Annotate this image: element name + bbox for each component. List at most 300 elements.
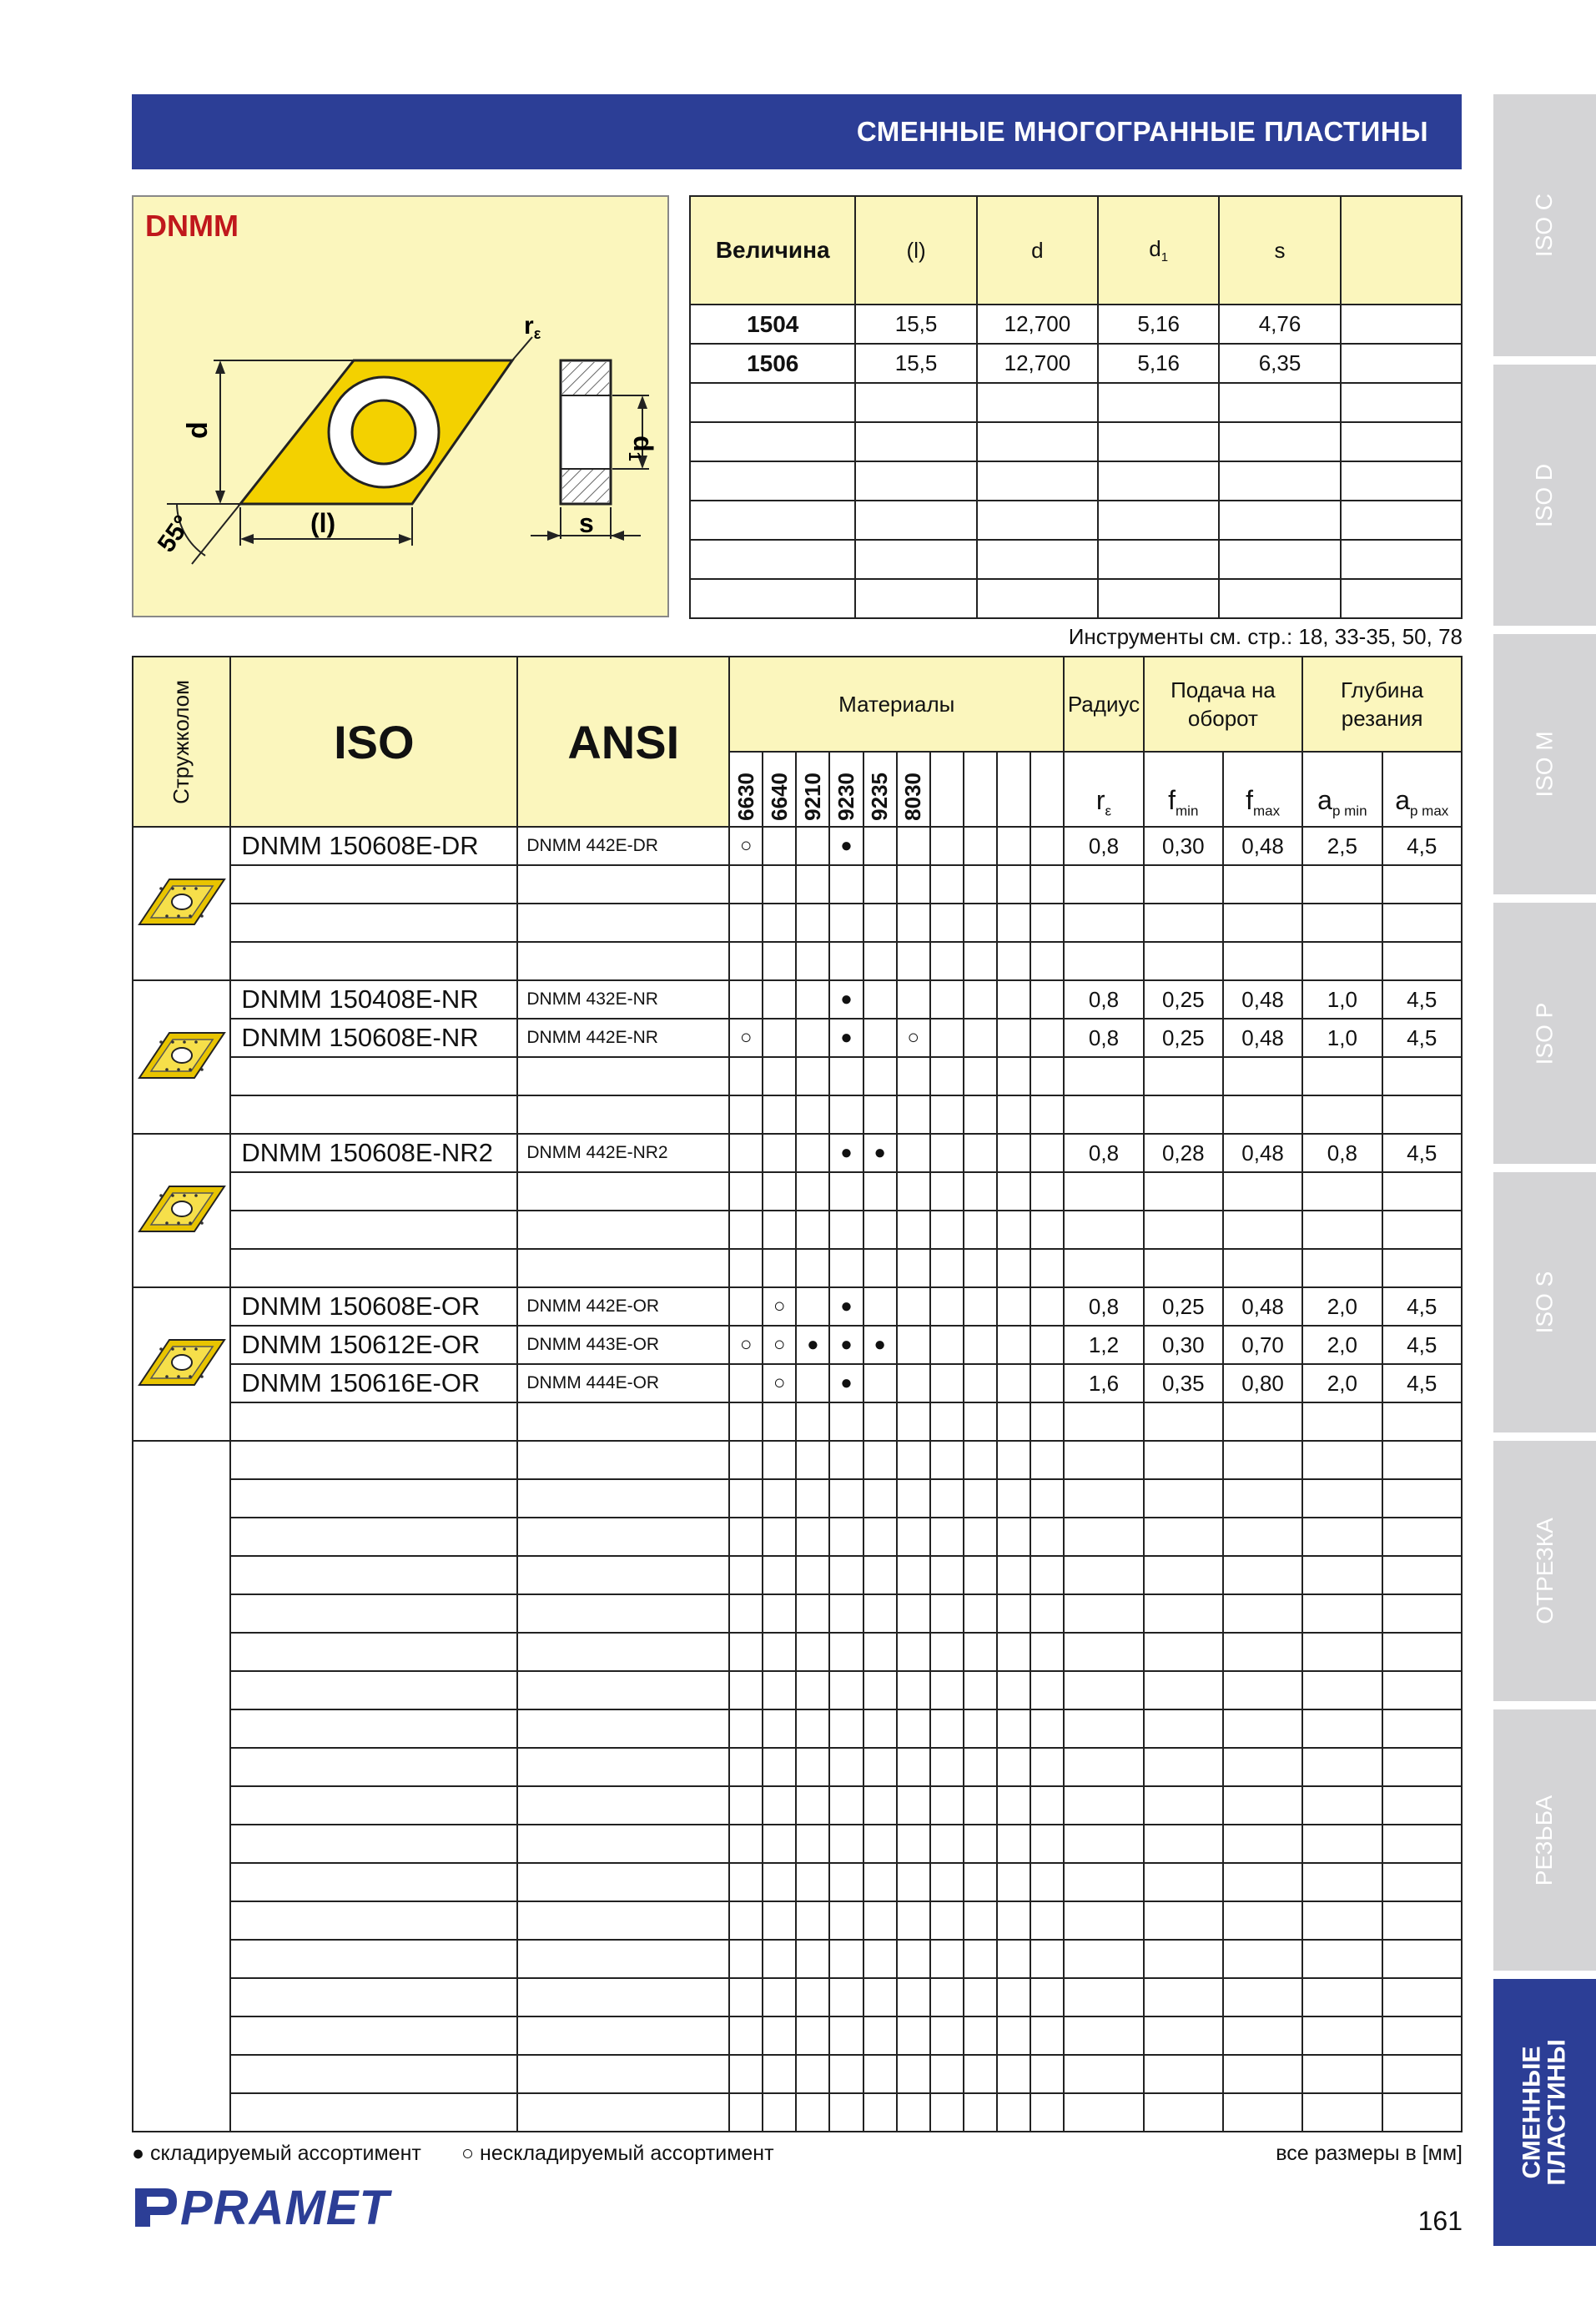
- availability-mark: [763, 1019, 796, 1057]
- availability-mark: ●: [829, 827, 863, 865]
- iso-code: [230, 1556, 517, 1594]
- value-fmax: 0,48: [1223, 1287, 1302, 1326]
- availability-mark: [729, 1978, 763, 2016]
- availability-mark: [729, 865, 763, 904]
- value-apmax: [1382, 1671, 1463, 1709]
- availability-mark: [829, 1556, 863, 1594]
- availability-mark: [897, 1518, 930, 1556]
- table-row: [133, 1940, 1462, 1978]
- value-fmin: [1144, 1633, 1223, 1671]
- availability-mark: [997, 1556, 1030, 1594]
- availability-mark: [1030, 1748, 1064, 1786]
- size-cell: [690, 461, 855, 501]
- legend-stock: ● складируемый ассортимент: [132, 2142, 421, 2165]
- availability-mark: [997, 1518, 1030, 1556]
- availability-mark: [930, 1057, 964, 1095]
- iso-code: [230, 2016, 517, 2055]
- availability-mark: [729, 1786, 763, 1825]
- availability-mark: [964, 1594, 997, 1633]
- table-row: [133, 1863, 1462, 1901]
- availability-mark: [763, 904, 796, 942]
- ansi-code: [517, 865, 729, 904]
- availability-mark: [829, 942, 863, 980]
- availability-mark: [897, 1364, 930, 1402]
- page-number: 161: [1417, 2206, 1463, 2236]
- value-fmin: [1144, 1901, 1223, 1940]
- value-re: [1064, 1940, 1143, 1978]
- availability-mark: [796, 1786, 829, 1825]
- availability-mark: [964, 980, 997, 1019]
- availability-mark: [897, 904, 930, 942]
- value-apmax: [1382, 1057, 1463, 1095]
- dim-d1-label: d1: [625, 436, 658, 461]
- size-row: [690, 501, 1462, 540]
- side-tab-label: ISO M: [1531, 731, 1558, 798]
- value-apmin: [1302, 1825, 1382, 1863]
- value-apmin: 2,0: [1302, 1326, 1382, 1364]
- availability-mark: ●: [796, 1326, 829, 1364]
- iso-code: DNMM 150608E-NR: [230, 1019, 517, 1057]
- availability-mark: [1030, 1556, 1064, 1594]
- value-apmin: [1302, 1633, 1382, 1671]
- grade-header-0: 6630: [729, 752, 763, 827]
- side-tab-label: ISO P: [1531, 1002, 1558, 1065]
- size-cell: [1219, 501, 1340, 540]
- side-tab-6[interactable]: [1493, 1709, 1596, 1971]
- availability-mark: [997, 942, 1030, 980]
- availability-mark: [729, 1825, 763, 1863]
- value-re: 0,8: [1064, 827, 1143, 865]
- availability-mark: [897, 980, 930, 1019]
- value-apmax: [1382, 2093, 1463, 2132]
- availability-mark: [729, 1057, 763, 1095]
- chipbreaker-cell: [133, 1134, 230, 1287]
- value-fmin: [1144, 904, 1223, 942]
- availability-mark: [1030, 1211, 1064, 1249]
- iso-code: [230, 1748, 517, 1786]
- availability-mark: [1030, 1441, 1064, 1479]
- availability-mark: [729, 980, 763, 1019]
- availability-mark: [1030, 942, 1064, 980]
- value-fmax: [1223, 1402, 1302, 1441]
- ansi-code: [517, 1594, 729, 1633]
- availability-mark: [1030, 1326, 1064, 1364]
- header-radius: Радиус: [1064, 657, 1143, 752]
- grade-header-4: 9235: [863, 752, 897, 827]
- size-cell: [1098, 540, 1219, 579]
- availability-mark: [897, 1287, 930, 1326]
- availability-mark: [1030, 1249, 1064, 1287]
- value-apmax: [1382, 1786, 1463, 1825]
- size-cell: 1506: [690, 344, 855, 383]
- availability-mark: [930, 904, 964, 942]
- value-fmax: 0,48: [1223, 1134, 1302, 1172]
- ansi-code: [517, 1633, 729, 1671]
- value-re: [1064, 1748, 1143, 1786]
- availability-mark: [964, 1134, 997, 1172]
- header-ansi: ANSI: [517, 657, 729, 827]
- pramet-logo: [132, 2180, 390, 2235]
- availability-mark: [863, 1671, 897, 1709]
- or-insert-icon: [136, 1333, 228, 1392]
- iso-code: [230, 904, 517, 942]
- nr-insert-icon: [136, 1026, 228, 1085]
- availability-mark: [964, 1709, 997, 1748]
- availability-mark: [829, 2093, 863, 2132]
- availability-mark: [997, 1211, 1030, 1249]
- availability-mark: [863, 1172, 897, 1211]
- value-apmin: [1302, 1441, 1382, 1479]
- availability-mark: [763, 980, 796, 1019]
- value-re: [1064, 1479, 1143, 1518]
- value-re: [1064, 1556, 1143, 1594]
- availability-mark: [930, 1786, 964, 1825]
- ansi-code: [517, 1057, 729, 1095]
- side-tab-2[interactable]: [1493, 634, 1596, 894]
- availability-mark: [997, 1326, 1030, 1364]
- iso-code: [230, 2055, 517, 2093]
- availability-mark: [796, 1134, 829, 1172]
- availability-mark: [863, 1633, 897, 1671]
- value-apmin: [1302, 1095, 1382, 1134]
- availability-mark: [997, 1786, 1030, 1825]
- size-cell: [1219, 540, 1340, 579]
- availability-mark: [930, 1095, 964, 1134]
- availability-mark: [964, 1095, 997, 1134]
- value-apmax: [1382, 1825, 1463, 1863]
- size-cell: [1098, 501, 1219, 540]
- value-re: [1064, 2055, 1143, 2093]
- value-fmax: [1223, 1211, 1302, 1249]
- availability-mark: [964, 1019, 997, 1057]
- availability-mark: [763, 1402, 796, 1441]
- iso-code: DNMM 150608E-NR2: [230, 1134, 517, 1172]
- size-cell: [690, 422, 855, 461]
- iso-code: [230, 1518, 517, 1556]
- table-row: [133, 827, 1462, 865]
- availability-mark: [997, 827, 1030, 865]
- availability-mark: [763, 942, 796, 980]
- availability-mark: [997, 1057, 1030, 1095]
- value-apmax: [1382, 1211, 1463, 1249]
- availability-mark: [964, 2093, 997, 2132]
- value-apmax: [1382, 1863, 1463, 1901]
- availability-mark: [729, 1095, 763, 1134]
- value-apmin: [1302, 942, 1382, 980]
- iso-code: [230, 1211, 517, 1249]
- size-cell: [1341, 422, 1462, 461]
- availability-mark: [829, 1518, 863, 1556]
- availability-mark: [997, 2093, 1030, 2132]
- availability-mark: [729, 1940, 763, 1978]
- availability-mark: [863, 1518, 897, 1556]
- size-row: [690, 305, 1462, 344]
- availability-mark: [930, 1556, 964, 1594]
- availability-mark: [829, 1211, 863, 1249]
- availability-mark: [964, 827, 997, 865]
- availability-mark: [897, 1863, 930, 1901]
- availability-mark: [829, 2055, 863, 2093]
- value-fmin: [1144, 1825, 1223, 1863]
- availability-mark: [997, 904, 1030, 942]
- availability-mark: [863, 2016, 897, 2055]
- availability-mark: [829, 1940, 863, 1978]
- value-re: [1064, 1172, 1143, 1211]
- ansi-code: [517, 2093, 729, 2132]
- availability-mark: [763, 1978, 796, 2016]
- value-fmax: [1223, 1249, 1302, 1287]
- table-row: [133, 2093, 1462, 2132]
- table-row: [133, 942, 1462, 980]
- size-cell: [1219, 461, 1340, 501]
- size-cell: [690, 383, 855, 422]
- availability-mark: [863, 2093, 897, 2132]
- availability-mark: [897, 1211, 930, 1249]
- value-fmin: [1144, 2093, 1223, 2132]
- availability-mark: [964, 1863, 997, 1901]
- value-re: [1064, 1786, 1143, 1825]
- value-fmax: 0,48: [1223, 980, 1302, 1019]
- availability-mark: [763, 2093, 796, 2132]
- availability-mark: [1030, 1402, 1064, 1441]
- availability-mark: [897, 1402, 930, 1441]
- iso-code: [230, 1594, 517, 1633]
- availability-mark: [796, 1671, 829, 1709]
- value-fmin: 0,25: [1144, 1019, 1223, 1057]
- size-cell: [1341, 579, 1462, 618]
- iso-code: [230, 1978, 517, 2016]
- header-depth: Глубина резания: [1302, 657, 1462, 752]
- value-fmax: [1223, 1748, 1302, 1786]
- availability-mark: [1030, 1518, 1064, 1556]
- availability-mark: [796, 2055, 829, 2093]
- availability-mark: [997, 1287, 1030, 1326]
- side-tab-4[interactable]: [1493, 1172, 1596, 1432]
- value-fmax: [1223, 1671, 1302, 1709]
- size-cell: 5,16: [1098, 344, 1219, 383]
- availability-mark: [863, 1978, 897, 2016]
- table-row: [133, 1594, 1462, 1633]
- size-cell: [977, 540, 1098, 579]
- ansi-code: [517, 1402, 729, 1441]
- availability-mark: [897, 1594, 930, 1633]
- availability-mark: [796, 1901, 829, 1940]
- availability-mark: [863, 1479, 897, 1518]
- availability-mark: [1030, 1364, 1064, 1402]
- availability-mark: [1030, 1940, 1064, 1978]
- availability-mark: [997, 1940, 1030, 1978]
- availability-mark: [796, 1709, 829, 1748]
- nr2-insert-icon: [136, 1180, 228, 1238]
- availability-mark: [729, 1249, 763, 1287]
- page-title: СМЕННЫЕ МНОГОГРАННЫЕ ПЛАСТИНЫ: [856, 116, 1428, 147]
- availability-mark: [729, 1556, 763, 1594]
- availability-mark: [729, 2016, 763, 2055]
- side-tab-1[interactable]: [1493, 365, 1596, 626]
- availability-mark: ●: [829, 1019, 863, 1057]
- value-re: [1064, 1441, 1143, 1479]
- availability-mark: [997, 2016, 1030, 2055]
- size-cell: [1098, 422, 1219, 461]
- ansi-code: [517, 1863, 729, 1901]
- availability-mark: [863, 1441, 897, 1479]
- ansi-code: [517, 1901, 729, 1940]
- availability-mark: [1030, 1901, 1064, 1940]
- size-cell: [855, 383, 976, 422]
- value-fmin: [1144, 1671, 1223, 1709]
- availability-mark: [796, 2093, 829, 2132]
- size-cell: [690, 579, 855, 618]
- value-fmin: [1144, 1211, 1223, 1249]
- value-fmax: 0,70: [1223, 1326, 1302, 1364]
- availability-mark: [763, 1594, 796, 1633]
- value-fmin: [1144, 2016, 1223, 2055]
- availability-mark: [796, 1211, 829, 1249]
- availability-mark: [763, 2055, 796, 2093]
- availability-mark: [863, 1095, 897, 1134]
- availability-mark: [763, 1940, 796, 1978]
- value-fmin: [1144, 1786, 1223, 1825]
- availability-mark: [930, 827, 964, 865]
- availability-mark: [930, 1402, 964, 1441]
- availability-mark: [796, 1633, 829, 1671]
- availability-mark: [897, 942, 930, 980]
- size-cell: [977, 422, 1098, 461]
- value-fmax: [1223, 1095, 1302, 1134]
- side-tab-label: ISO C: [1531, 193, 1558, 258]
- insert-drawing-panel: [132, 195, 669, 617]
- availability-mark: [997, 1671, 1030, 1709]
- availability-mark: [964, 904, 997, 942]
- availability-mark: [897, 1326, 930, 1364]
- availability-mark: [1030, 2016, 1064, 2055]
- value-re: [1064, 865, 1143, 904]
- iso-code: [230, 1172, 517, 1211]
- availability-mark: [1030, 827, 1064, 865]
- size-cell: [1098, 461, 1219, 501]
- value-fmax: 0,48: [1223, 1019, 1302, 1057]
- availability-mark: [796, 1978, 829, 2016]
- size-cell: [1219, 383, 1340, 422]
- size-cell: [1341, 344, 1462, 383]
- size-row: [690, 422, 1462, 461]
- availability-mark: [829, 1671, 863, 1709]
- ansi-code: [517, 2016, 729, 2055]
- value-fmax: [1223, 2016, 1302, 2055]
- value-apmax: 4,5: [1382, 827, 1463, 865]
- side-tab-5[interactable]: [1493, 1441, 1596, 1701]
- value-apmin: [1302, 1978, 1382, 2016]
- availability-mark: [897, 1709, 930, 1748]
- value-apmin: 0,8: [1302, 1134, 1382, 1172]
- table-row: [133, 1402, 1462, 1441]
- availability-mark: [997, 1901, 1030, 1940]
- iso-code: [230, 1402, 517, 1441]
- value-apmax: 4,5: [1382, 1364, 1463, 1402]
- value-fmax: [1223, 865, 1302, 904]
- ansi-code: DNMM 442E-OR: [517, 1287, 729, 1326]
- availability-mark: [930, 1709, 964, 1748]
- side-tab-0[interactable]: [1493, 94, 1596, 356]
- availability-mark: [729, 1518, 763, 1556]
- chipbreaker-cell: [133, 980, 230, 1134]
- iso-code: [230, 1901, 517, 1940]
- value-fmin: 0,35: [1144, 1364, 1223, 1402]
- ansi-code: [517, 2055, 729, 2093]
- side-tab-7[interactable]: [1493, 1979, 1596, 2246]
- dim-l-label: (l): [310, 508, 336, 538]
- dim-s-label: s: [579, 508, 594, 538]
- availability-mark: [1030, 1095, 1064, 1134]
- iso-code: [230, 1249, 517, 1287]
- availability-mark: [863, 827, 897, 865]
- availability-mark: [897, 2093, 930, 2132]
- availability-mark: [763, 1863, 796, 1901]
- value-fmax: [1223, 1633, 1302, 1671]
- availability-mark: [930, 1134, 964, 1172]
- availability-mark: [930, 1978, 964, 2016]
- availability-mark: [729, 1709, 763, 1748]
- availability-mark: [964, 1633, 997, 1671]
- size-row: [690, 579, 1462, 618]
- availability-mark: [964, 1287, 997, 1326]
- grade-header-2: 9210: [796, 752, 829, 827]
- availability-mark: [796, 1518, 829, 1556]
- value-apmax: 4,5: [1382, 1287, 1463, 1326]
- availability-mark: [863, 1057, 897, 1095]
- value-fmin: [1144, 1709, 1223, 1748]
- availability-mark: [796, 865, 829, 904]
- availability-mark: [763, 1825, 796, 1863]
- ansi-code: DNMM 443E-OR: [517, 1326, 729, 1364]
- availability-mark: [1030, 1479, 1064, 1518]
- value-re: [1064, 1901, 1143, 1940]
- availability-mark: [763, 1211, 796, 1249]
- iso-code: DNMM 150612E-OR: [230, 1326, 517, 1364]
- availability-mark: [997, 980, 1030, 1019]
- size-cell: 6,35: [1219, 344, 1340, 383]
- value-apmax: [1382, 1978, 1463, 2016]
- availability-mark: [997, 1978, 1030, 2016]
- availability-mark: [1030, 1786, 1064, 1825]
- availability-mark: [930, 1863, 964, 1901]
- availability-mark: [796, 1057, 829, 1095]
- iso-code: DNMM 150608E-DR: [230, 827, 517, 865]
- availability-mark: ○: [763, 1364, 796, 1402]
- size-cell: 5,16: [1098, 305, 1219, 344]
- availability-mark: [964, 1364, 997, 1402]
- value-re: [1064, 1211, 1143, 1249]
- availability-mark: [897, 1057, 930, 1095]
- availability-mark: [964, 1518, 997, 1556]
- availability-mark: [763, 1134, 796, 1172]
- value-apmin: [1302, 904, 1382, 942]
- availability-mark: [763, 1095, 796, 1134]
- side-tab-3[interactable]: [1493, 903, 1596, 1164]
- availability-mark: [796, 1287, 829, 1326]
- value-apmin: [1302, 2055, 1382, 2093]
- table-row: [133, 2055, 1462, 2093]
- availability-mark: [863, 1287, 897, 1326]
- value-fmax: [1223, 1556, 1302, 1594]
- availability-mark: [829, 2016, 863, 2055]
- value-re: [1064, 1594, 1143, 1633]
- iso-code: DNMM 150616E-OR: [230, 1364, 517, 1402]
- table-row: [133, 904, 1462, 942]
- value-apmin: [1302, 1748, 1382, 1786]
- availability-mark: [930, 1479, 964, 1518]
- availability-mark: [1030, 865, 1064, 904]
